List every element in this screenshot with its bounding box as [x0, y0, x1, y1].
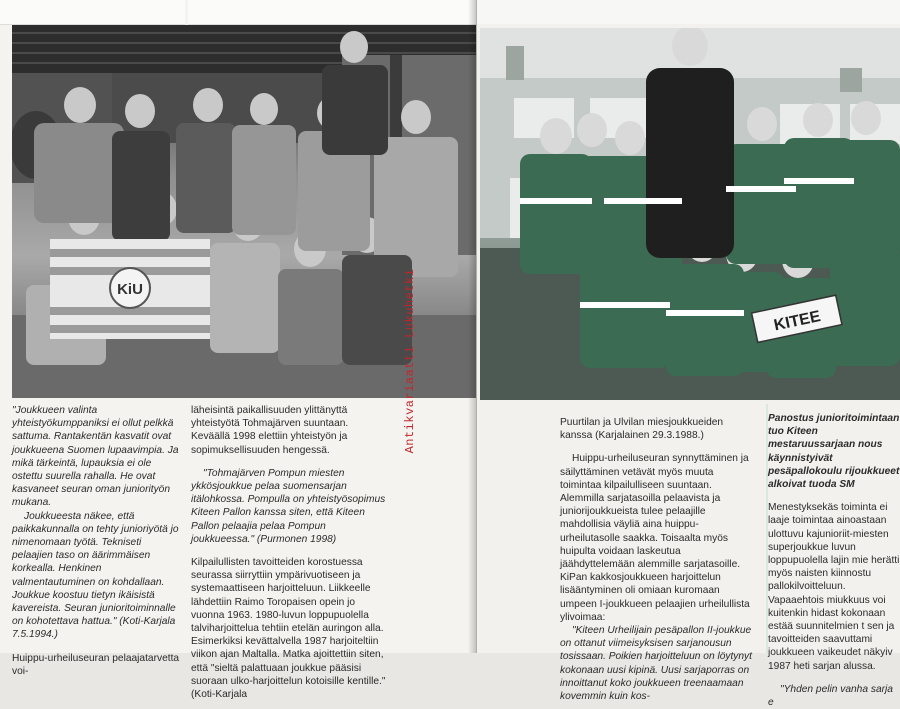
body-paragraph: Puurtilan ja Ulvilan miesjoukkueiden kanssa (Karjalainen 29.3.1988.) — [560, 417, 724, 442]
text-column-3 — [560, 416, 756, 703]
text-column-2 — [191, 404, 390, 701]
quote-paragraph: Joukkueesta näkee, että paikkakunnalla on tehty junioriyötä jo nimenomaan työtä. Tekniseti pelaajien taso on äärimmäisen korkealla. Henkinen valmentautuminen on kohdallaan. Joukkue koostuu tietyn ikäisistä kavereista. Seuran junioritoiminnalle on kohotettava hattua." (Koti-Karjala 7.5.1994.) — [12, 510, 179, 641]
body-paragraph: Menestyksekäs toiminta ei laaje toimintaa ainoastaan ulottuvu kajunioriit-miesten superjoukkue luvun loppupuolella lajin mie herätti myös naisten kiinnostu pallokilvoitteluun. Vapaaehtois miukkuus voi kuitenkin hidast kokonaan estää suunnitelmien t sen ja tavoitteiden saavuttami joukkueen vaikeudet näkyiv 1987 heti sarjan alussa. — [768, 502, 900, 672]
body-paragraph: Huippu-urheiluseuran synnyttäminen ja säilyttäminen vetävät myös muuta toimintaa kilpailulliseen suuntaan. Alemmilla sarjatasoilla pelaavista ja juniorijoukkueista tulee pelaajille mahdollisia väyliä aina huippu-urheilutasolle saakka. Toisaalta myös huipulta voidaan laskeutua jäähdyttelemään alemmille sarjatasoille. KiPan kakkosjoukkueen harjoittelun lisääntyminen oli omiaan kuromaan umpeen I-joukkueen pelaajien urheilullista ylivoimaa: — [560, 453, 750, 623]
team-photo-right — [480, 28, 900, 400]
body-paragraph: Huippu-urheiluseuran pelaajatarvetta voi- — [12, 652, 180, 677]
sign-text: KITEE — [772, 308, 823, 335]
text-column-4 — [768, 412, 900, 709]
flag-text: KiU — [117, 281, 143, 298]
body-paragraph: Kilpailullisten tavoitteiden korostuessa seurassa siirryttiin ympärivuotiseen ja systemaattiseen harjoitteluun. Liikkeelle lähdettiin Raimo Toropaisen opein jo vuonna 1963. 1980-luvun loppupuolella talviharjoittelua tehtiin etelän auringon alla. Esimerkiksi kevättalvella 1987 harjoiteltiin viikon ajan Maltalla. Matka ajoittettiin siten, että "sieltä palattuaan joukkue pääsisi suoraan ulko-harjoittelun kotoisille kentille." (Koti-Karjala — [191, 557, 386, 701]
body-paragraph: läheisintä paikallisuuden ylittänyttä yhteistyötä Tohmajärven suuntaan. Keväällä 1998 elettiin yhteistyön ja sopimuksellisuuden hengessä. — [191, 405, 349, 456]
watermark-text: Antikvariaatti Lukuhetki — [403, 268, 417, 454]
page-edge-strip — [0, 0, 185, 25]
text-column-1 — [12, 404, 180, 678]
page-edge-strip — [188, 0, 476, 25]
highlight-paragraph: Panostus junioritoimintaan tuo Kiteen mestaruussarjaan nous käynnistyivät pesäpallokoulu rijoukkueet alkoivat tuoda SM — [768, 413, 900, 491]
quote-paragraph: "Yhden pelin vanha sarja e — [768, 683, 893, 709]
page-edge-strip — [477, 0, 900, 24]
quote-paragraph: "Joukkueen valinta yhteistyökumppaniksi ei ollut pelkkä sattuma. Rantakentän kasvatit ovat joukkueena Suomen lupaavimpia. Ja mikä tärkeintä, lupauksia ei ole ostettu suurella rahalla. He ovat kasvaneet seuran oman juniorityön mukana. — [12, 405, 179, 509]
quote-paragraph: "Kiteen Urheilijain pesäpallon II-joukkue on ottanut viimeisyksisen sarjanousun tosissaan. Poikien harjoitteluun on löytynyt kokonaan uusi kipinä. Uusi sarjaporras on innoittanut koko joukkueen treenaamaan kovemmin kuin kos- — [560, 625, 752, 703]
quote-paragraph: "Tohmajärven Pompun miesten ykkösjoukkue pelaa suomensarjan itälohkossa. Pompulla on yhteistyösopimus Kiteen Pallon kanssa siten, että Kiteen Pallon pelaajia pelaa Pompun joukkueessa." (Purmonen 1998) — [191, 467, 386, 545]
watermark-stamp — [396, 254, 418, 482]
team-photo-right-illustration — [480, 28, 900, 400]
